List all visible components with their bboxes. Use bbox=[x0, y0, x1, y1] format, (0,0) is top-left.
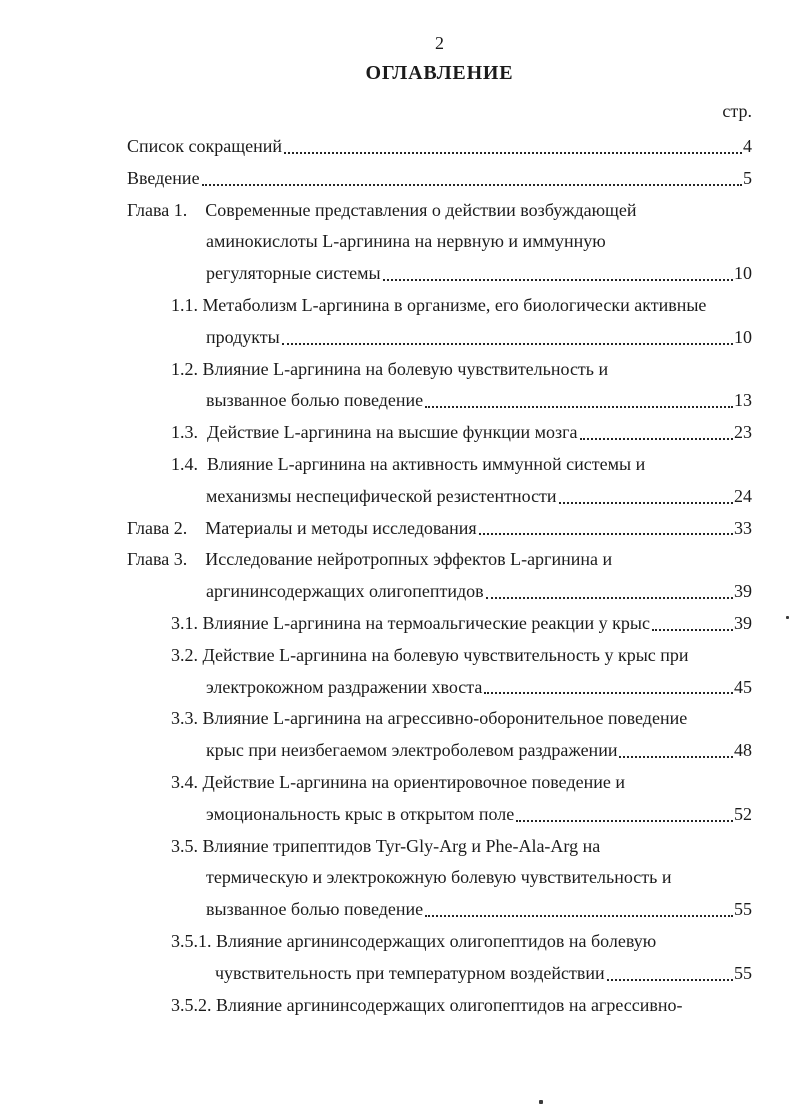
toc-page-number: 10 bbox=[734, 326, 752, 347]
toc-row bbox=[0, 958, 752, 990]
toc-entry-text: 3.4. Действие L-аргинина на ориентировочное поведение и bbox=[171, 771, 625, 792]
toc-row bbox=[0, 417, 752, 449]
toc-rows bbox=[0, 131, 752, 1021]
toc-page-number: 55 bbox=[734, 962, 752, 983]
dot-leader bbox=[559, 502, 733, 504]
toc-page-number: 48 bbox=[734, 740, 752, 761]
toc-page-number: 33 bbox=[734, 517, 752, 538]
page-title: ОГЛАВЛЕНИЕ bbox=[365, 62, 514, 84]
toc-entry-text: 3.5. Влияние трипептидов Tyr-Gly-Arg и Phe-Ala-Arg на bbox=[171, 835, 601, 856]
toc-entry-text: вызванное болью поведение bbox=[206, 390, 424, 411]
toc-page-number: 24 bbox=[734, 485, 752, 506]
toc-row bbox=[0, 640, 752, 672]
toc-page-number: 45 bbox=[734, 676, 752, 697]
dot-leader bbox=[284, 152, 742, 154]
toc-entry-text: Список сокращений bbox=[127, 136, 282, 156]
toc-row bbox=[0, 672, 752, 704]
dot-leader bbox=[383, 279, 733, 281]
toc-entry-text: Введение bbox=[127, 167, 200, 188]
toc-row bbox=[0, 544, 752, 576]
toc-row bbox=[0, 481, 752, 513]
dot-leader bbox=[580, 438, 733, 440]
toc-page-number: 39 bbox=[734, 581, 752, 602]
dot-leader bbox=[652, 629, 733, 631]
toc-entry-text: 3.5.2. Влияние аргининсодержащих олигопептидов на агрессивно- bbox=[171, 994, 683, 1015]
toc-entry-text: продукты bbox=[206, 326, 280, 347]
toc-entry-text: 3.1. Влияние L-аргинина на термоальгические реакции у крыс bbox=[171, 612, 651, 633]
toc-entry-text: Глава 3. Исследование нейротропных эффектов L-аргинина и bbox=[127, 549, 613, 570]
dot-leader bbox=[425, 915, 733, 917]
toc-page-number: 23 bbox=[734, 422, 752, 443]
dot-leader bbox=[282, 343, 733, 345]
toc-entry-text: аргининсодержащих олигопептидов bbox=[206, 581, 484, 602]
toc-entry-text: 3.3. Влияние L-аргинина на агрессивно-оборонительное поведение bbox=[171, 708, 688, 729]
toc-page-number: 5 bbox=[743, 167, 752, 188]
dot-leader bbox=[619, 756, 733, 758]
toc-entry-text: 1.1. Метаболизм L-аргинина в организме, его биологически активные bbox=[171, 294, 707, 315]
toc-row bbox=[0, 163, 752, 195]
dot-leader bbox=[486, 597, 733, 599]
toc-row bbox=[0, 735, 752, 767]
toc-row bbox=[0, 322, 752, 354]
toc-entry-text: регуляторные системы bbox=[206, 263, 381, 284]
dot-leader bbox=[607, 979, 733, 981]
page-column-label: стр. bbox=[722, 101, 752, 121]
dot-leader bbox=[202, 184, 742, 186]
toc-row bbox=[0, 513, 752, 545]
toc-entry-text: 1.2. Влияние L-аргинина на болевую чувствительность и bbox=[171, 358, 609, 379]
toc-page-number: 10 bbox=[734, 263, 752, 284]
toc-page-number: 55 bbox=[734, 899, 752, 920]
toc-entry-text: Глава 1. Современные представления о действии возбуждающей bbox=[127, 199, 637, 220]
toc-page-number: 52 bbox=[734, 803, 752, 824]
toc-row bbox=[0, 226, 752, 258]
toc-row bbox=[0, 290, 752, 322]
toc-row bbox=[0, 990, 752, 1022]
toc-entry-text: 1.4. Влияние L-аргинина на активность иммунной системы и bbox=[171, 453, 646, 474]
toc-row bbox=[0, 385, 752, 417]
toc-entry-text: чувствительность при температурном воздействии bbox=[215, 962, 605, 983]
toc-row bbox=[0, 449, 752, 481]
toc-row bbox=[0, 926, 752, 958]
toc-entry-text: электрокожном раздражении хвоста bbox=[206, 676, 483, 697]
toc-row bbox=[0, 608, 752, 640]
toc-entry-text: вызванное болью поведение bbox=[206, 899, 424, 920]
dot-leader bbox=[484, 692, 733, 694]
toc-entry-text: Глава 2. Материалы и методы исследования bbox=[127, 517, 477, 538]
toc-entry-text: термическую и электрокожную болевую чувствительность и bbox=[206, 867, 672, 888]
page-number: 2 bbox=[435, 33, 444, 53]
toc-page-number: 13 bbox=[734, 390, 752, 411]
toc-row bbox=[0, 799, 752, 831]
toc-row bbox=[0, 131, 752, 163]
toc-row bbox=[0, 576, 752, 608]
scan-artifact-dot bbox=[786, 616, 789, 619]
toc-row bbox=[0, 195, 752, 227]
toc-page-number: 4 bbox=[743, 136, 752, 156]
toc-row bbox=[0, 831, 752, 863]
toc-entry-text: эмоциональность крыс в открытом поле bbox=[206, 803, 515, 824]
toc-row bbox=[0, 862, 752, 894]
toc-entry-text: аминокислоты L-аргинина на нервную и иммунную bbox=[206, 231, 606, 252]
toc-entry-text: 1.3. Действие L-аргинина на высшие функции мозга bbox=[171, 422, 578, 443]
toc-row bbox=[0, 894, 752, 926]
toc-row bbox=[0, 703, 752, 735]
toc-entry-text: крыс при неизбегаемом электроболевом раздражении bbox=[206, 740, 618, 761]
toc-row bbox=[0, 767, 752, 799]
toc-page-number: 39 bbox=[734, 612, 752, 633]
dot-leader bbox=[516, 820, 733, 822]
toc-entry-text: механизмы неспецифической резистентности bbox=[206, 485, 557, 506]
scan-artifact-dot bbox=[539, 1100, 543, 1104]
toc-entry-text: 3.2. Действие L-аргинина на болевую чувствительность у крыс при bbox=[171, 644, 689, 665]
dot-leader bbox=[479, 533, 733, 535]
dot-leader bbox=[425, 406, 733, 408]
toc-entry-text: 3.5.1. Влияние аргининсодержащих олигопептидов на болевую bbox=[171, 930, 657, 951]
toc-row bbox=[0, 354, 752, 386]
toc-row bbox=[0, 258, 752, 290]
